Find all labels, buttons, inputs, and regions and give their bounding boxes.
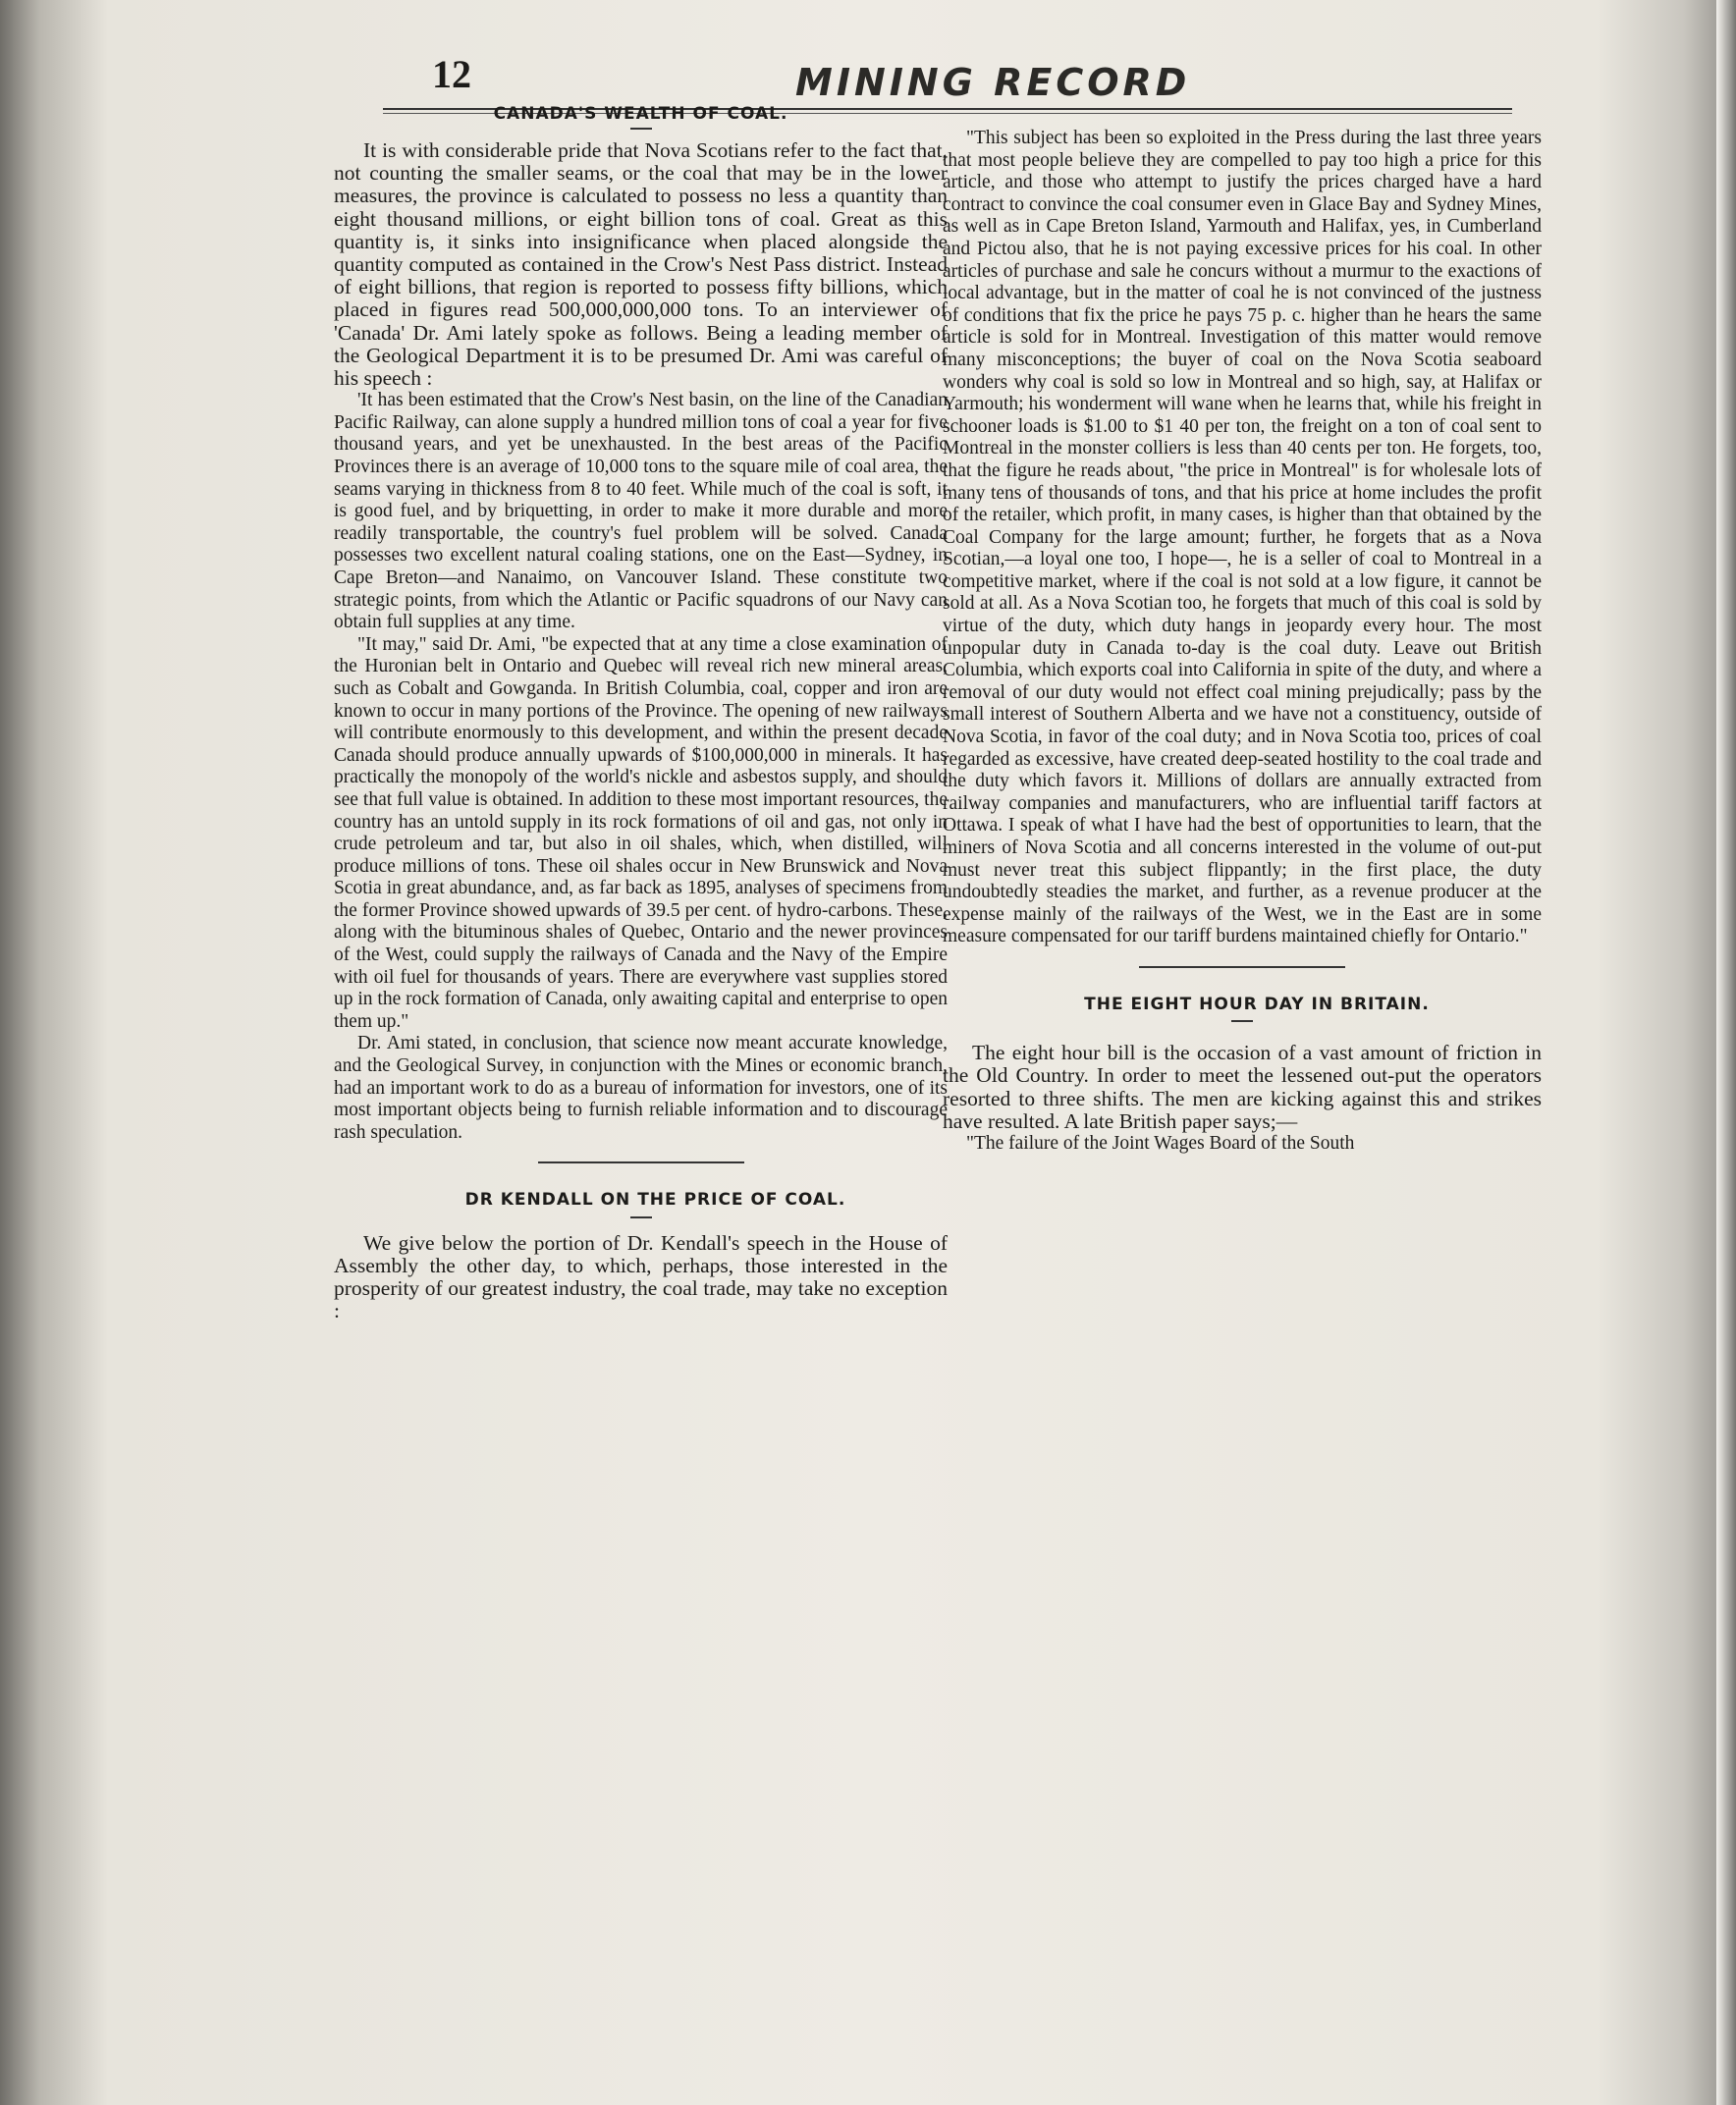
eight-hour-body: The eight hour bill is the occasion of a vast amount of friction in the Old Country. In order to meet the lessened out-put the operators resorted to three shifts. The men are kicking against this and strikes have resulted. A late British paper says;— [943,1041,1542,1133]
page-edge-shadow [1716,0,1736,2105]
kendall-headline: DR KENDALL ON THE PRICE OF COAL. [464,1190,846,1211]
headline-rule [630,128,652,130]
left-column [334,139,948,1322]
headline-rule [630,1216,652,1218]
page-number: 12 [432,52,471,96]
section-divider-right [1139,966,1345,968]
coal-wealth-paragraph-1: It is with considerable pride that Nova Scotians refer to the fact that, not counting the smaller seams, or the coal that may be in the lower measures, the province is calculated to possess no less a quantity than eight thousand millions, or eight billion tons of coal. Great as this quantity is, it sinks into insignificance when placed alongside the quantity computed as contained in the Crow's Nest Pass district. Instead of eight billions, that region is reported to possess fifty billions, which placed in figures read 500,000,000,000 tons. To an interviewer of 'Canada' Dr. Ami lately spoke as follows. Being a leading member of the Geological Department it is to be presumed Dr. Ami was careful of his speech : [334,138,948,391]
coal-wealth-headline-block [334,104,948,143]
eight-hour-quote-start: "The failure of the Joint Wages Board of the South [966,1132,1355,1154]
kendall-intro: We give below the portion of Dr. Kendall's speech in the House of Assembly the other day, to which, perhaps, those interested in the prosperity of our greatest industry, the coal trade, may take no exception : [334,1230,948,1323]
eight-hour-headline: THE EIGHT HOUR DAY IN BRITAIN. [1084,994,1430,1014]
coal-wealth-paragraph-3: "It may," said Dr. Ami, "be expected that at any time a close examination of the Huronian belt in Ontario and Quebec will reveal rich new mineral areas, such as Cobalt and Gowganda. In British Columbia, coal, copper and iron are known to occur in many portions of the Province. The opening of new railways will contribute enormously to this development, and within the present decade Canada should produce annually upwards of $100,000,000 in minerals. It has practically the monopoly of the world's nickle and asbestos supply, and should see that full value is obtained. In addition to these most important resources, the country has an untold supply in its rock formations of oil and gas, not only in crude petroleum and tar, but also in oil shales, which, when distilled, will produce millions of tons. These oil shales occur in New Brunswick and Nova Scotia in great abundance, and, as far back as 1895, analyses of specimens from the former Province showed upwards of 39.5 per cent. of hydro-carbons. These, along with the bituminous shales of Quebec, Ontario and the newer provinces of the West, could supply the railways of Canada and the Navy of the Empire with oil fuel for thousands of years. There are everywhere vast supplies stored up in the rock formation of Canada, only awaiting capital and enterprise to open them up." [334,633,948,1032]
coal-wealth-paragraph-2: 'It has been estimated that the Crow's Nest basin, on the line of the Canadian Pacific Railway, can alone supply a hundred million tons of coal a year for five thousand years, and yet be unexhausted. In the best areas of the Pacific Provinces there is an average of 10,000 tons to the square mile of coal area, the seams varying in thickness from 8 to 40 feet. While much of the coal is soft, it is good fuel, and by briquetting, in order to make it more durable and more readily transportable, the country's fuel problem will be solved. Canada possesses two excellent natural coaling stations, one on the East—Sydney, in Cape Breton—and Nanaimo, on Vancouver Island. These constitute two strategic points, from which the Atlantic or Pacific squadrons of our Navy can obtain full supplies at any time. [334,390,948,633]
coal-wealth-headline: CANADA'S WEALTH OF COAL. [493,104,788,124]
headline-rule [1231,1020,1253,1022]
coal-wealth-paragraph-4: Dr. Ami stated, in conclusion, that science now meant accurate knowledge, and the Geological Survey, in conjunction with the Mines or economic branch, had an important work to do as a bureau of information for investors, one of its most important objects being to furnish reliable information and to discourage rash speculation. [334,1033,948,1143]
journal-title: MINING RECORD [795,61,1191,104]
right-column [943,128,1542,1156]
section-divider-left [538,1161,744,1163]
kendall-quote: "This subject has been so exploited in the Press during the last three years that most people believe they are compelled to pay too high a price for this article, and those who attempt to justify the prices charged have a hard contract to convince the coal consumer even in Glace Bay and Sydney Mines, as well as in Cape Breton Island, Yarmouth and Halifax, yes, in Cumberland and Pictou also, that he is not paying excessive prices for his coal. In other articles of purchase and sale he concurs without a murmur to the exactions of local advantage, but in the matter of coal he is not convinced of the justness of conditions that fix the price he pays 75 p. c. higher than he hears the same article is sold for in Montreal. Investigation of this matter would remove many misconceptions; the buyer of coal on the Nova Scotia seaboard wonders why coal is sold so low in Montreal and so high, say, at Halifax or Yarmouth; his wonderment will wane when he learns that, while his freight in schooner loads is $1.00 to $1 40 per ton, the freight on a ton of coal sent to Montreal in the monster colliers is less than 40 cents per ton. He forgets, too, that the figure he reads about, "the price in Montreal" is for wholesale lots of many tens of thousands of tons, and that his price at home includes the profit of the retailer, which profit, in many cases, is higher than that obtained by the Coal Company for the large amount; further, he forgets that as a Nova Scotian,—a loyal one too, I hope—, he is a seller of coal to Montreal in a competitive market, where if the coal is not sold at a low figure, it cannot be sold at all. As a Nova Scotian too, he forgets that much of this coal is sold by virtue of the duty, which duty hangs in jeopardy every hour. The most unpopular duty in Canada to-day is the coal duty. Leave out British Columbia, which exports coal into California in spite of the duty, and where a removal of our duty would not effect coal mining prejudically; pass by the small interest of Southern Alberta and we have not a constituency, outside of Nova Scotia, in favor of the coal duty; and in Nova Scotia too, prices of coal regarded as excessive, have created deep-seated hostility to the coal trade and the duty which favors it. Millions of dollars are annually extracted from railway companies and manufacturers, who are influential tariff factors at Ottawa. I speak of what I have had the best of opportunities to learn, that the miners of Nova Scotia and all concerns interested in the volume of out-put must never treat this subject flippantly; in the first place, the duty undoubtedly steadies the market, and further, as a revenue producer at the expense mainly of the railways of the West, we in the East are in some measure compensated for our tariff burdens maintained chiefly for Ontario." [943,128,1542,947]
